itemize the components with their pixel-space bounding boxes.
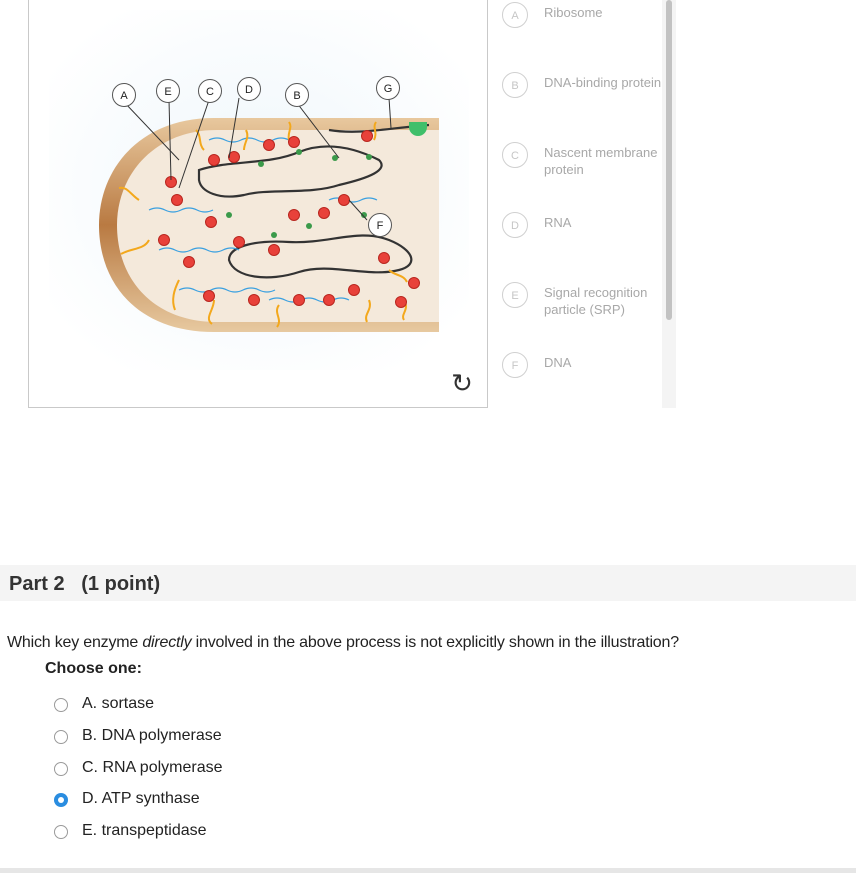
answer-letter-badge: D <box>502 212 528 238</box>
question-emphasis: directly <box>142 634 192 651</box>
diagram-label-e[interactable]: E <box>156 79 180 103</box>
answer-letter-badge: B <box>502 72 528 98</box>
answer-letter-badge: E <box>502 282 528 308</box>
question-text <box>7 634 852 652</box>
answer-text: Nascent membrane protein <box>544 145 658 177</box>
option-label: C. RNA polymerase <box>82 759 223 776</box>
part-title: Part 2 (1 point) <box>9 573 161 595</box>
answer-text: Ribosome <box>544 5 603 20</box>
cell-illustration <box>29 0 488 408</box>
diagram-label-f[interactable]: F <box>368 213 392 237</box>
bottom-divider <box>0 868 856 873</box>
answer-bank <box>500 0 680 408</box>
scrollbar-thumb[interactable] <box>666 0 672 320</box>
diagram-label-g[interactable]: G <box>376 76 400 100</box>
diagram-panel <box>28 0 488 408</box>
diagram-label-a[interactable]: A <box>112 83 136 107</box>
diagram-label-d[interactable]: D <box>237 77 261 101</box>
answer-letter-badge: C <box>502 142 528 168</box>
question-before: Which key enzyme <box>7 634 143 651</box>
radio-button-selected[interactable] <box>54 793 68 807</box>
option-label: B. DNA polymerase <box>82 727 222 744</box>
answer-text: Signal recognition particle (SRP) <box>544 285 648 317</box>
answer-text: DNA-binding protein <box>544 75 662 90</box>
option-label: E. transpeptidase <box>82 822 207 839</box>
option-label: A. sortase <box>82 695 155 712</box>
radio-button[interactable] <box>54 730 68 744</box>
radio-button[interactable] <box>54 698 68 712</box>
radio-button[interactable] <box>54 762 68 776</box>
reset-icon[interactable]: ↻ <box>451 368 473 398</box>
radio-button[interactable] <box>54 825 68 839</box>
part-header <box>0 565 856 601</box>
choose-one-label: Choose one: <box>45 660 142 677</box>
question-after: involved in the above process is not explicitly shown in the illustration? <box>191 634 679 651</box>
option-label: D. ATP synthase <box>82 790 200 807</box>
answer-letter-badge: A <box>502 2 528 28</box>
answer-letter-badge: F <box>502 352 528 378</box>
answer-text: RNA <box>544 215 572 230</box>
diagram-label-b[interactable]: B <box>285 83 309 107</box>
diagram-label-c[interactable]: C <box>198 79 222 103</box>
answer-text: DNA <box>544 355 572 370</box>
